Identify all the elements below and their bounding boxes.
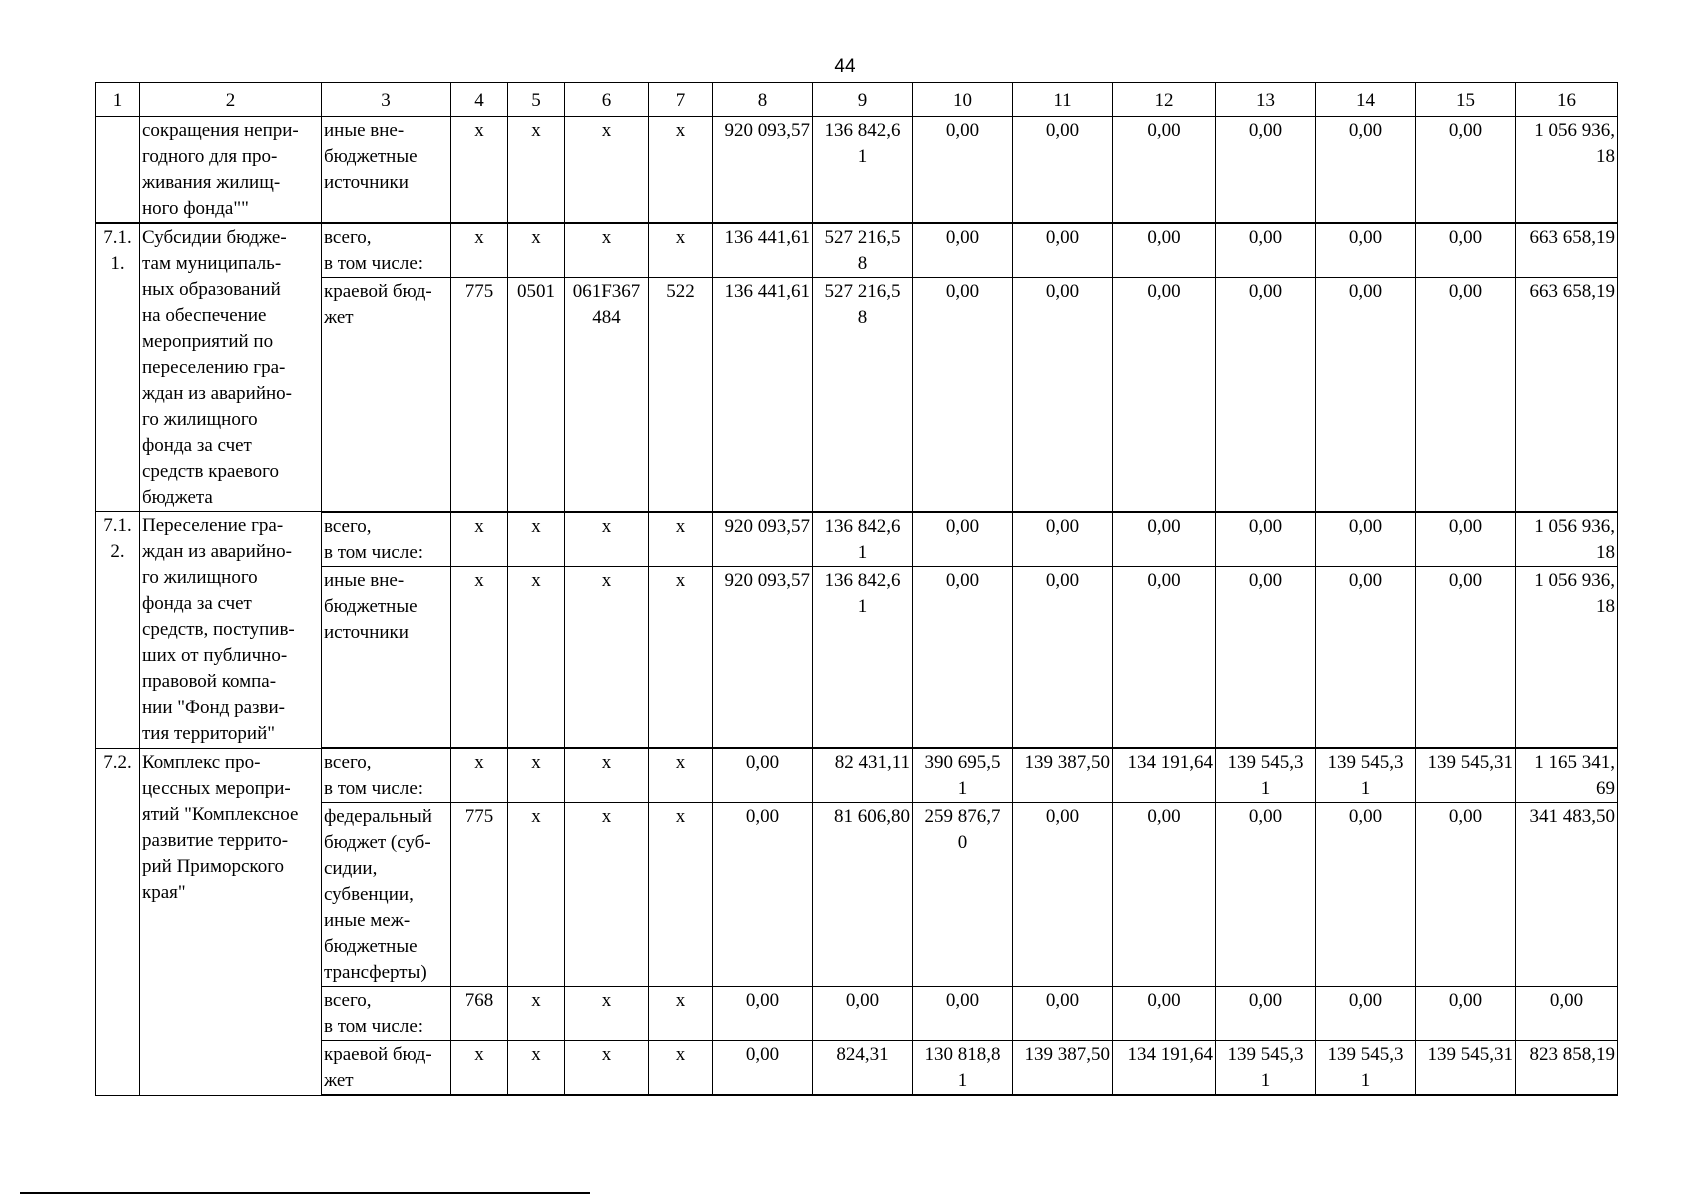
value-cell: 136 842,6 1 — [813, 117, 913, 224]
header-cell: 5 — [508, 83, 565, 117]
value-cell: х — [565, 117, 649, 224]
value-cell: 1 056 936, 18 — [1516, 512, 1618, 567]
value-cell: 0,00 — [1516, 987, 1618, 1041]
value-cell: х — [649, 566, 713, 748]
value-cell: х — [649, 748, 713, 803]
funding-source-cell: всего, в том числе: — [322, 748, 451, 803]
value-cell: 920 093,57 — [713, 566, 813, 748]
value-cell: 823 858,19 — [1516, 1041, 1618, 1096]
funding-source-cell: иные вне- бюджетные источники — [322, 117, 451, 224]
value-cell: 0,00 — [1013, 803, 1113, 987]
funding-source-cell: всего, в том числе: — [322, 512, 451, 567]
value-cell: х — [508, 987, 565, 1041]
value-cell: 139 545,3 1 — [1316, 1041, 1416, 1096]
value-cell: 0,00 — [1216, 278, 1316, 512]
funding-source-cell: федеральный бюджет (суб- сидии, субвенции, иные меж- бюджетные трансферты) — [322, 803, 451, 987]
value-cell: х — [565, 748, 649, 803]
value-cell: 0,00 — [913, 566, 1013, 748]
value-cell: 1 056 936, 18 — [1516, 117, 1618, 224]
value-cell: 139 545,31 — [1416, 748, 1516, 803]
value-cell: 0,00 — [813, 987, 913, 1041]
value-cell: 0,00 — [1216, 987, 1316, 1041]
value-cell: 061F367 484 — [565, 278, 649, 512]
value-cell: 920 093,57 — [713, 117, 813, 224]
value-cell: 0,00 — [1416, 803, 1516, 987]
value-cell: 0,00 — [913, 223, 1013, 278]
header-cell: 11 — [1013, 83, 1113, 117]
value-cell: 0,00 — [1013, 278, 1113, 512]
value-cell: 0,00 — [1316, 117, 1416, 224]
funding-source-cell: краевой бюд- жет — [322, 278, 451, 512]
value-cell: 920 093,57 — [713, 512, 813, 567]
value-cell: 0,00 — [913, 512, 1013, 567]
value-cell: 0,00 — [913, 987, 1013, 1041]
value-cell: х — [451, 117, 508, 224]
value-cell: 136 441,61 — [713, 223, 813, 278]
table-row — [96, 566, 1618, 748]
value-cell: 0,00 — [1416, 566, 1516, 748]
value-cell: 0,00 — [1216, 512, 1316, 567]
value-cell: х — [649, 117, 713, 224]
value-cell: 0,00 — [1113, 117, 1216, 224]
table-row — [96, 1041, 1618, 1096]
header-row — [96, 83, 1618, 117]
value-cell: 139 387,50 — [1013, 748, 1113, 803]
value-cell: 0501 — [508, 278, 565, 512]
value-cell: х — [451, 223, 508, 278]
page-number: 44 — [834, 56, 856, 77]
value-cell: х — [508, 803, 565, 987]
value-cell: х — [508, 223, 565, 278]
value-cell: 139 387,50 — [1013, 1041, 1113, 1096]
value-cell: 130 818,8 1 — [913, 1041, 1013, 1096]
value-cell: 0,00 — [1416, 117, 1516, 224]
value-cell: х — [451, 566, 508, 748]
value-cell: х — [565, 987, 649, 1041]
value-cell: х — [451, 748, 508, 803]
value-cell: 0,00 — [1216, 566, 1316, 748]
value-cell: 0,00 — [1216, 223, 1316, 278]
value-cell: х — [565, 1041, 649, 1096]
table-row — [96, 223, 1618, 278]
value-cell: х — [565, 223, 649, 278]
value-cell: 139 545,31 — [1416, 1041, 1516, 1096]
value-cell: 0,00 — [713, 803, 813, 987]
value-cell: 0,00 — [1013, 117, 1113, 224]
value-cell: 0,00 — [1416, 223, 1516, 278]
header-cell: 16 — [1516, 83, 1618, 117]
value-cell: х — [451, 1041, 508, 1096]
value-cell: х — [508, 512, 565, 567]
value-cell: 0,00 — [1113, 512, 1216, 567]
header-cell: 7 — [649, 83, 713, 117]
header-cell: 15 — [1416, 83, 1516, 117]
value-cell: х — [508, 1041, 565, 1096]
value-cell: 259 876,7 0 — [913, 803, 1013, 987]
activity-name-cell: сокращения непри- годного для про- живания жилищ- ного фонда"" — [140, 117, 322, 224]
value-cell: 0,00 — [1113, 566, 1216, 748]
value-cell: 0,00 — [913, 117, 1013, 224]
table-row — [96, 803, 1618, 987]
header-cell: 12 — [1113, 83, 1216, 117]
value-cell: 0,00 — [913, 278, 1013, 512]
value-cell: 0,00 — [1113, 987, 1216, 1041]
value-cell: х — [649, 512, 713, 567]
value-cell: х — [451, 512, 508, 567]
value-cell: х — [565, 512, 649, 567]
value-cell: 0,00 — [1316, 278, 1416, 512]
value-cell: х — [508, 566, 565, 748]
value-cell: 139 545,3 1 — [1216, 748, 1316, 803]
table-row — [96, 278, 1618, 512]
value-cell: 82 431,11 — [813, 748, 913, 803]
value-cell: 522 — [649, 278, 713, 512]
value-cell: х — [649, 1041, 713, 1096]
value-cell: 0,00 — [713, 748, 813, 803]
header-cell: 14 — [1316, 83, 1416, 117]
table-row — [96, 512, 1618, 567]
value-cell: 663 658,19 — [1516, 223, 1618, 278]
value-cell: 0,00 — [1216, 803, 1316, 987]
header-cell: 6 — [565, 83, 649, 117]
value-cell: 136 842,6 1 — [813, 512, 913, 567]
table-row — [96, 987, 1618, 1041]
activity-name-cell: Комплекс про- цессных меропри- ятий "Комплексное развитие террито- рий Приморского края" — [140, 748, 322, 1095]
value-cell: х — [508, 117, 565, 224]
row-number-cell: 7.1. 2. — [96, 512, 140, 749]
value-cell: 0,00 — [1416, 987, 1516, 1041]
header-cell: 9 — [813, 83, 913, 117]
value-cell: х — [565, 566, 649, 748]
value-cell: 139 545,3 1 — [1216, 1041, 1316, 1096]
value-cell: 136 842,6 1 — [813, 566, 913, 748]
value-cell: 527 216,5 8 — [813, 223, 913, 278]
header-cell: 10 — [913, 83, 1013, 117]
value-cell: 0,00 — [1316, 803, 1416, 987]
header-cell: 8 — [713, 83, 813, 117]
header-cell: 2 — [140, 83, 322, 117]
table-row — [96, 117, 1618, 224]
value-cell: 0,00 — [1316, 223, 1416, 278]
value-cell: 0,00 — [1013, 512, 1113, 567]
value-cell: 139 545,3 1 — [1316, 748, 1416, 803]
value-cell: 136 441,61 — [713, 278, 813, 512]
value-cell: 1 056 936, 18 — [1516, 566, 1618, 748]
value-cell: 1 165 341, 69 — [1516, 748, 1618, 803]
value-cell: х — [649, 803, 713, 987]
value-cell: 527 216,5 8 — [813, 278, 913, 512]
value-cell: 0,00 — [1216, 117, 1316, 224]
value-cell: 0,00 — [1013, 987, 1113, 1041]
row-number-cell: 7.2. — [96, 748, 140, 1095]
value-cell: 0,00 — [1416, 278, 1516, 512]
budget-table — [95, 82, 1618, 1096]
header-cell: 1 — [96, 83, 140, 117]
funding-source-cell: всего, в том числе: — [322, 223, 451, 278]
activity-name-cell: Субсидии бюдже- там муниципаль- ных образований на обеспечение мероприятий по переселению гра- ждан из аварийно- го жилищного фонда за счет средств краевого бюджета — [140, 223, 322, 512]
value-cell: 0,00 — [1316, 512, 1416, 567]
activity-name-cell: Переселение гра- ждан из аварийно- го жилищного фонда за счет средств, поступив- ших от публично- правовой компа- нии "Фонд разви- тия территорий" — [140, 512, 322, 749]
value-cell: 775 — [451, 803, 508, 987]
table-row — [96, 748, 1618, 803]
header-cell: 13 — [1216, 83, 1316, 117]
funding-source-cell: иные вне- бюджетные источники — [322, 566, 451, 748]
value-cell: 390 695,5 1 — [913, 748, 1013, 803]
value-cell: 0,00 — [1316, 987, 1416, 1041]
value-cell: х — [508, 748, 565, 803]
value-cell: 768 — [451, 987, 508, 1041]
value-cell: 775 — [451, 278, 508, 512]
value-cell: 0,00 — [1113, 803, 1216, 987]
value-cell: х — [565, 803, 649, 987]
value-cell: 134 191,64 — [1113, 748, 1216, 803]
header-cell: 4 — [451, 83, 508, 117]
value-cell: 81 606,80 — [813, 803, 913, 987]
value-cell: 824,31 — [813, 1041, 913, 1096]
value-cell: 341 483,50 — [1516, 803, 1618, 987]
value-cell: х — [649, 223, 713, 278]
funding-source-cell: краевой бюд- жет — [322, 1041, 451, 1096]
row-number-cell: 7.1. 1. — [96, 223, 140, 512]
value-cell: 0,00 — [1416, 512, 1516, 567]
value-cell: 0,00 — [713, 1041, 813, 1096]
value-cell: 0,00 — [1013, 566, 1113, 748]
value-cell: 0,00 — [1113, 223, 1216, 278]
value-cell: 0,00 — [713, 987, 813, 1041]
value-cell: 134 191,64 — [1113, 1041, 1216, 1096]
value-cell: 663 658,19 — [1516, 278, 1618, 512]
value-cell: 0,00 — [1316, 566, 1416, 748]
value-cell: х — [649, 987, 713, 1041]
row-number-cell — [96, 117, 140, 224]
funding-source-cell: всего, в том числе: — [322, 987, 451, 1041]
value-cell: 0,00 — [1113, 278, 1216, 512]
footnote-separator — [20, 1192, 590, 1194]
header-cell: 3 — [322, 83, 451, 117]
value-cell: 0,00 — [1013, 223, 1113, 278]
